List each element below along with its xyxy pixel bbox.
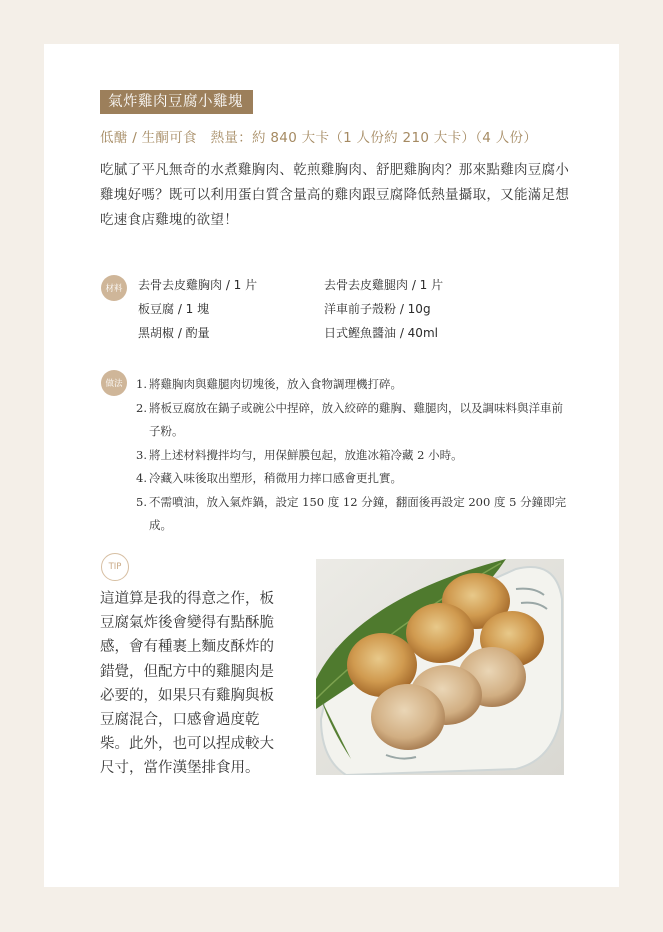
method-step — [136, 467, 568, 491]
tip-text: 這道算是我的得意之作，板豆腐氣炸後會變得有點酥脆感，會有種裹上麵皮酥炸的錯覺，但配方中的雞腿肉是必要的，如果只有雞胸與板豆腐混合，口感會過度乾柴。此外，也可以捏成較大尺寸，當作漢堡排食用。 — [100, 591, 274, 777]
ingredient-item: 去骨去皮雞腿肉 / 1 片 — [324, 278, 444, 292]
method-step — [136, 444, 568, 468]
recipe-title: 氣炸雞肉豆腐小雞塊 — [100, 90, 253, 114]
recipe-page — [44, 44, 619, 887]
nuggets-photo — [316, 559, 564, 775]
step-number: 2. — [136, 400, 147, 415]
step-text: 將上述材料攪拌均勻，用保鮮膜包起，放進冰箱冷藏 2 小時。 — [149, 447, 463, 462]
step-text: 將板豆腐放在鍋子或碗公中捏碎，放入絞碎的雞胸、雞腿肉，以及調味料與洋車前子粉。 — [149, 400, 563, 438]
step-text: 不需噴油，放入氣炸鍋，設定 150 度 12 分鐘，翻面後再設定 200 度 5 分鐘即完成。 — [149, 494, 567, 532]
ingredients-list — [138, 277, 558, 342]
step-number: 5. — [136, 494, 147, 509]
method-step — [136, 491, 568, 538]
recipe-subtitle: 低醣 / 生酮可食 熱量：約 840 大卡（1 人份約 210 大卡）（4 人份） — [100, 130, 538, 146]
method-steps — [136, 373, 568, 538]
nugget — [371, 684, 445, 750]
step-number: 3. — [136, 447, 147, 462]
recipe-intro: 吃膩了平凡無奇的水煮雞胸肉、乾煎雞胸肉、舒肥雞胸肉？那來點雞肉豆腐小雞塊好嗎？既可以利用蛋白質含量高的雞肉跟豆腐降低熱量攝取，又能滿足想吃速食店雞塊的欲望！ — [100, 162, 570, 228]
step-text: 冷藏入味後取出塑形，稍微用力摔口感會更扎實。 — [149, 471, 402, 485]
step-number: 4. — [136, 471, 147, 485]
ingredient-item: 日式鰹魚醬油 / 40ml — [324, 326, 438, 340]
step-number: 1. — [136, 377, 147, 391]
nugget — [406, 603, 474, 663]
tip-badge: TIP — [101, 553, 129, 581]
ingredients-badge: 材料 — [101, 275, 127, 301]
ingredient-item: 洋車前子殼粉 / 10g — [324, 302, 431, 316]
ingredient-item: 黑胡椒 / 酌量 — [138, 326, 210, 340]
step-text: 將雞胸肉與雞腿肉切塊後，放入食物調理機打碎。 — [149, 377, 402, 391]
method-step — [136, 373, 568, 397]
ingredient-item: 板豆腐 / 1 塊 — [138, 302, 210, 316]
method-step — [136, 397, 568, 444]
nuggets-illustration — [316, 559, 564, 775]
ingredient-item: 去骨去皮雞胸肉 / 1 片 — [138, 278, 258, 292]
method-badge: 做法 — [101, 370, 127, 396]
